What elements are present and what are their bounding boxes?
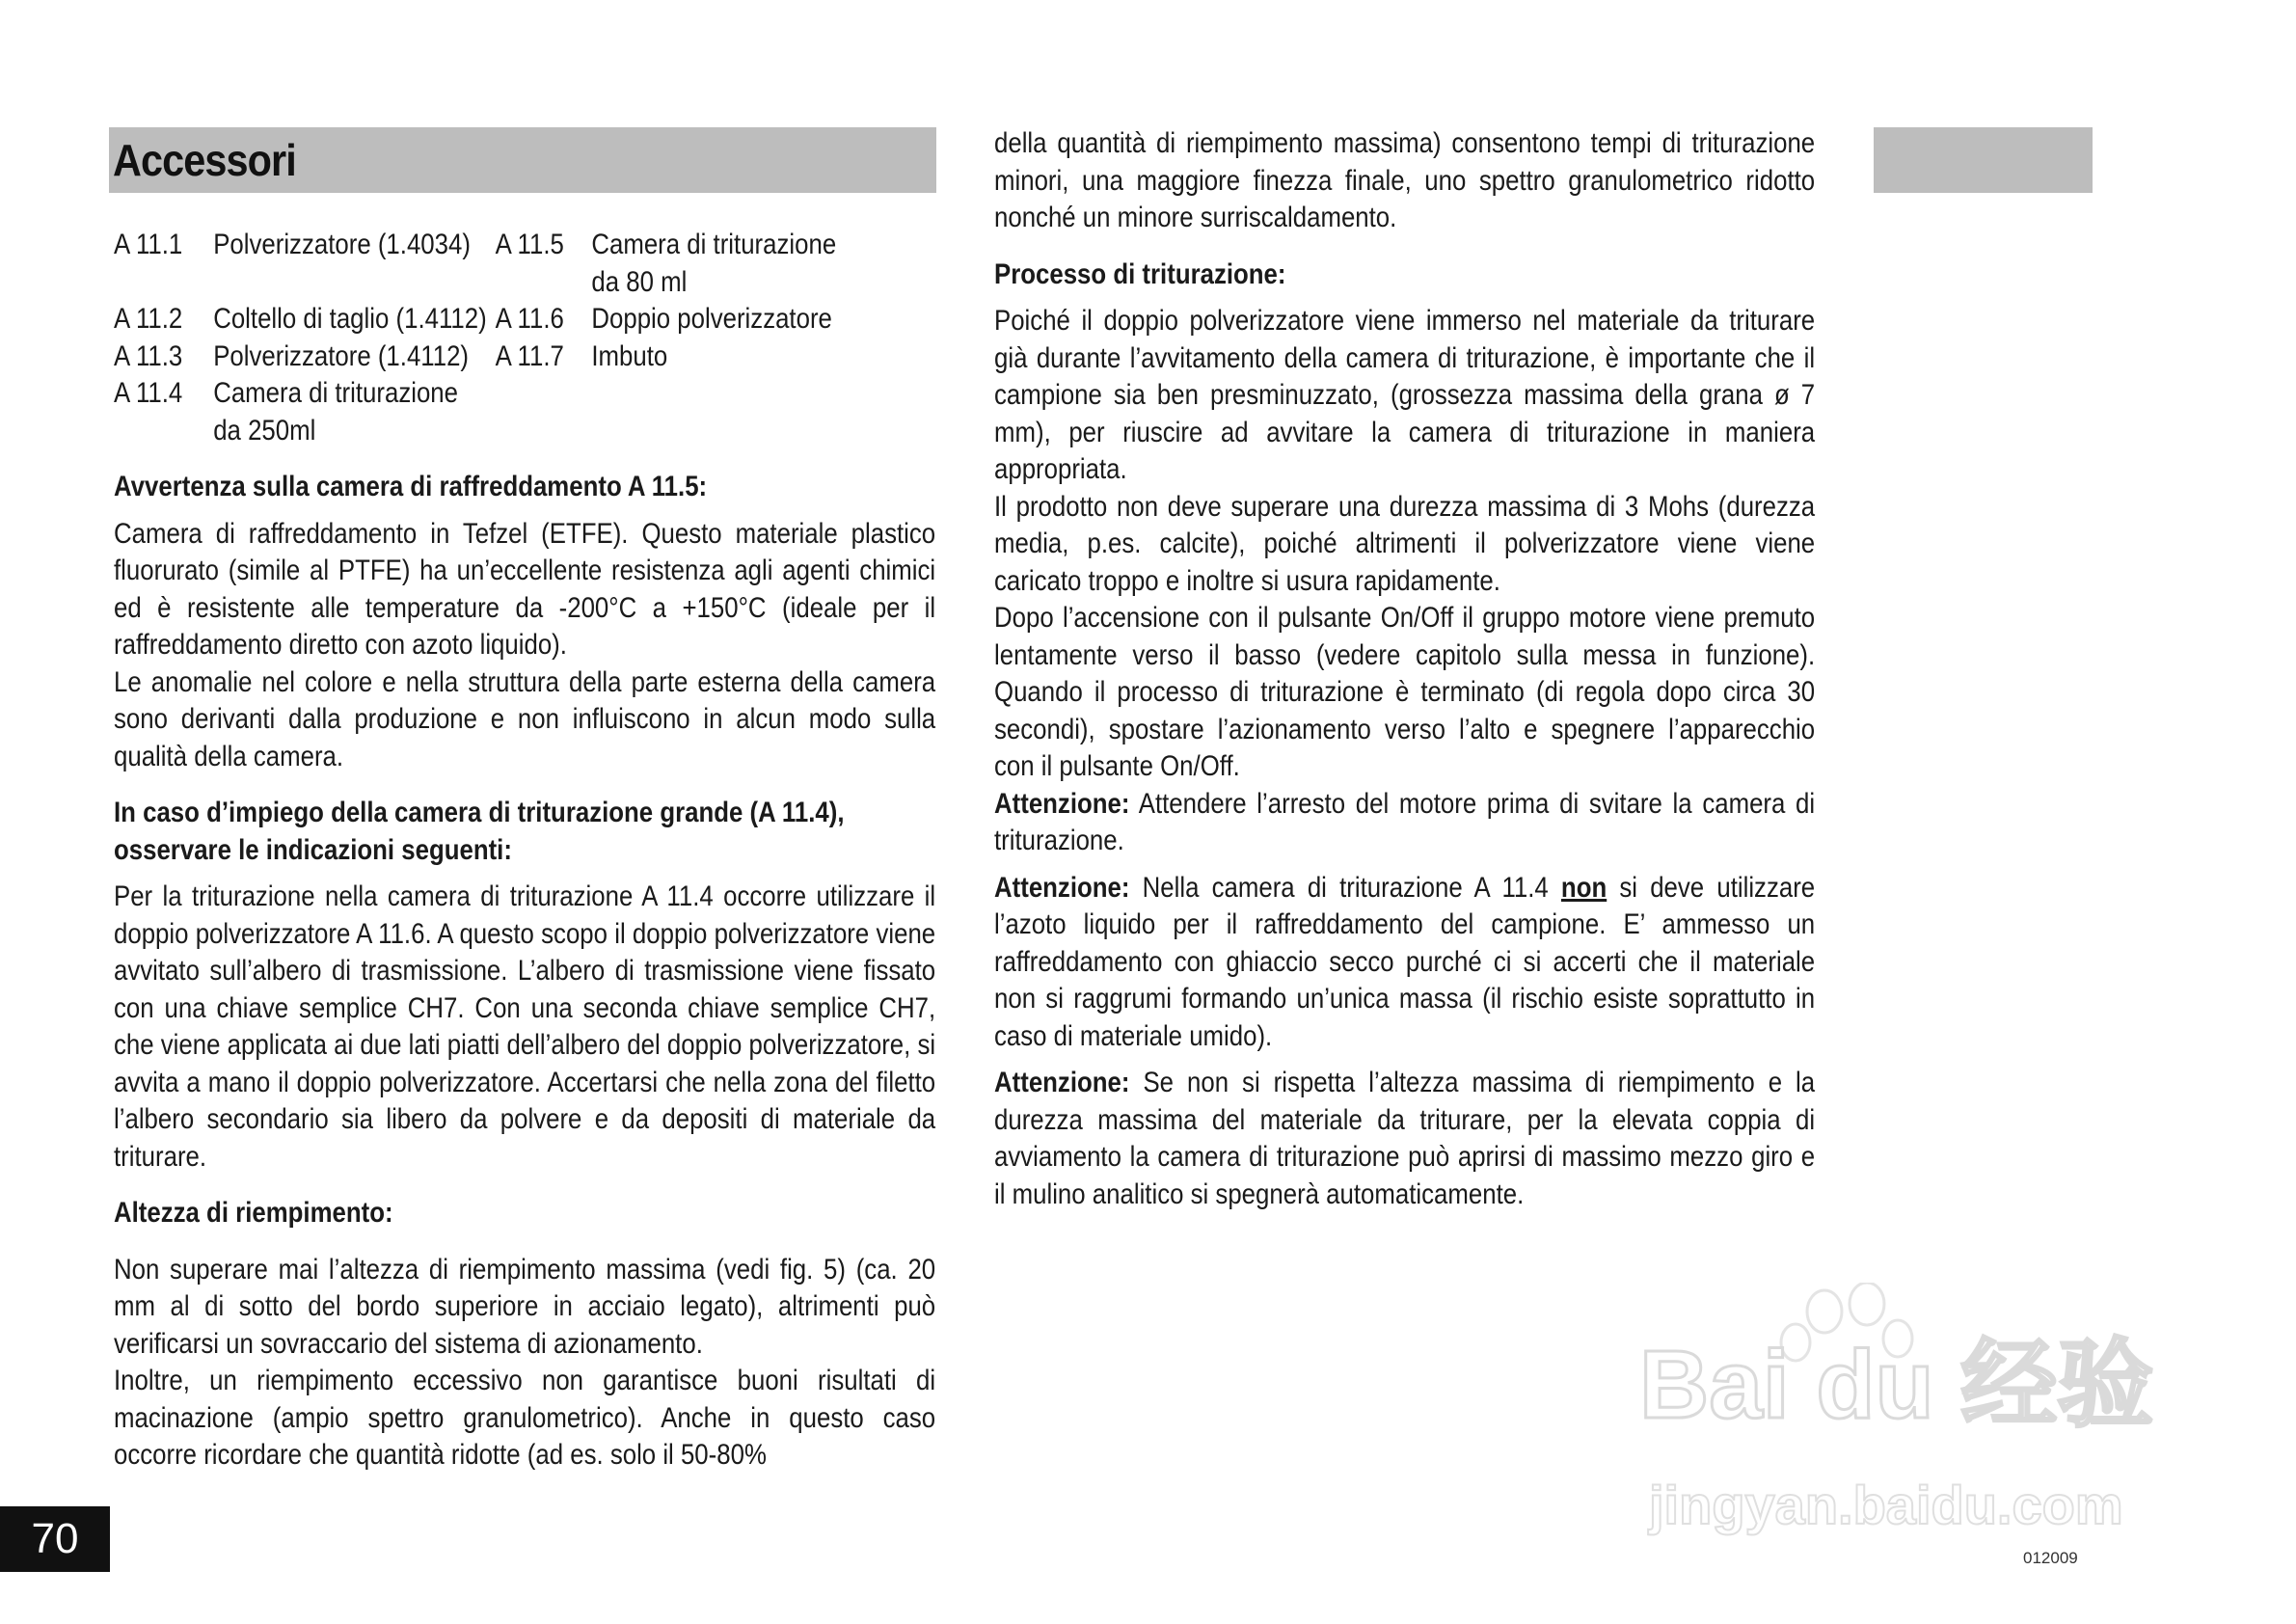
right-column bbox=[994, 125, 1815, 1213]
continuation-paragraph: della quantità di riempimento massima) consentono tempi di triturazione minori, una maggiore finezza finale, uno spettro granulometrico ridotto nonché un minore surriscaldamento. bbox=[994, 127, 1816, 233]
accessory-code: A 11.2 bbox=[114, 303, 183, 335]
baidu-watermark bbox=[1630, 1283, 2170, 1553]
attention-paragraph-2: Attenzione: Nella camera di triturazione A 11.4 non si deve utilizzare l’azoto liquido per il raffreddamento del campione. E’ ammesso un raffreddamento con ghiaccio secco purché ci si accerti che il materiale non si raggrumi formando un’unica massa (il rischio esiste soprattutto in caso di materiale umido). bbox=[994, 871, 1816, 1052]
accessory-name: Polverizzatore (1.4112) bbox=[213, 339, 470, 372]
accessory-name: Imbuto bbox=[591, 339, 668, 372]
cooling-paragraph-2: Le anomalie nel colore e nella struttura della parte esterna della camera sono derivanti dalla produzione e non influiscono in alcun modo sulla qualità della camera. bbox=[114, 665, 936, 772]
process-heading: Processo di triturazione: bbox=[994, 257, 1286, 290]
fill-height-paragraph-1: Non superare mai l’altezza di riempimento massima (vedi fig. 5) (ca. 20 mm al di sotto del bordo superiore in acciaio legato), altrimenti può verificarsi un sovraccario del sistema di azionamento. bbox=[114, 1253, 936, 1360]
page-title: Accessori bbox=[113, 135, 296, 185]
table-row bbox=[114, 338, 836, 376]
cooling-paragraph-1: Camera di raffreddamento in Tefzel (ETFE). Questo materiale plastico fluorurato (simile al PTFE) ha un’eccellente resistenza agli agenti chimici ed è resistente alle temperature da -200°C a +150°C (ideale per il raffreddamento diretto con azoto liquido). bbox=[114, 517, 936, 661]
left-column bbox=[114, 227, 935, 1475]
page-number: 70 bbox=[0, 1506, 110, 1572]
accessory-code: A 11.3 bbox=[114, 339, 183, 372]
accessory-name: Coltello di taglio (1.4112) bbox=[213, 303, 487, 335]
table-row bbox=[114, 227, 836, 301]
accessory-code: A 11.5 bbox=[495, 229, 564, 260]
fill-height-paragraph-2: Inoltre, un riempimento eccessivo non garantisce buoni risultati di macinazione (ampio spettro granulometrico). Anche in questo caso occorre ricordare che quantità ridotte (ad es. solo il 50-80% bbox=[114, 1365, 936, 1471]
process-paragraph-3: Dopo l’accensione con il pulsante On/Off il gruppo motore viene premuto lentamente verso il basso (vedere capitolo sulla messa in funzione). Quando il processo di triturazione è terminato (di regola dopo circa 30 secondi), spostare l’azionamento verso l’alto e spegnere l’apparecchio con il pulsante On/Off. bbox=[994, 602, 1816, 782]
accessory-name: Doppio polverizzatore bbox=[591, 303, 832, 335]
large-chamber-heading: In caso d’impiego della camera di triturazione grande (A 11.4), osservare le indicazioni seguenti: bbox=[114, 797, 845, 866]
table-row bbox=[114, 375, 836, 449]
section-header-bar bbox=[109, 127, 936, 193]
attention-paragraph-3: Attenzione: Se non si rispetta l’altezza massima di riempimento e la durezza massima del materiale da triturare, per la elevata coppia di avviamento la camera di triturazione può aprirsi di massimo mezzo giro e il mulino analitico si spegnerà automaticamente. bbox=[994, 1067, 1816, 1210]
accessory-code: A 11.4 bbox=[114, 377, 183, 409]
accessory-name: Polverizzatore (1.4034) bbox=[213, 229, 471, 260]
attention-paragraph-1: Attenzione: Attendere l’arresto del motore prima di svitare la camera di triturazione. bbox=[994, 787, 1816, 856]
process-paragraph-2: Il prodotto non deve superare una durezza massima di 3 Mohs (durezza media, p.es. calcite), poiché altrimenti il polverizzatore viene viene caricato troppo e inoltre si usura rapidamente. bbox=[994, 490, 1816, 597]
accessory-code: A 11.1 bbox=[114, 229, 183, 260]
watermark-brand: Bai du 经验 bbox=[1639, 1331, 2154, 1439]
table-row bbox=[114, 301, 836, 338]
accessory-name: Camera di triturazione da 80 ml bbox=[591, 229, 837, 298]
accessory-code: A 11.7 bbox=[495, 339, 564, 372]
process-paragraph-1: Poiché il doppio polverizzatore viene immerso nel materiale da triturare già durante l’avvitamento della camera di triturazione, è importante che il campione sia ben presminuzzato, (grossezza massima della grana ø 7 mm), per riuscire ad avvitare la camera di triturazione in maniera appropriata. bbox=[994, 305, 1816, 485]
document-code: 012009 bbox=[2023, 1549, 2078, 1567]
accessories-table bbox=[114, 227, 836, 449]
accessory-code: A 11.6 bbox=[495, 303, 564, 335]
accessory-name: Camera di triturazione da 250ml bbox=[213, 377, 459, 447]
large-chamber-paragraph: Per la triturazione nella camera di triturazione A 11.4 occorre utilizzare il doppio polverizzatore A 11.6. A questo scopo il doppio polverizzatore viene avvitato sull’albero di trasmissione. L’albero di trasmissione viene fissato con una chiave semplice CH7. Con una seconda chiave semplice CH7, che viene applicata ai due lati piatti dell’albero del doppio polverizzatore, si avvita a mano il doppio polverizzatore. Accertarsi che nella zona del filetto l’albero secondario sia libero da polvere e da depositi di materiale da triturare. bbox=[114, 880, 936, 1173]
cooling-chamber-heading: Avvertenza sulla camera di raffreddamento A 11.5: bbox=[114, 471, 708, 502]
fill-height-heading: Altezza di riempimento: bbox=[114, 1197, 393, 1229]
side-tab-marker bbox=[1874, 127, 2093, 193]
watermark-url: jingyan.baidu.com bbox=[1649, 1475, 2123, 1535]
